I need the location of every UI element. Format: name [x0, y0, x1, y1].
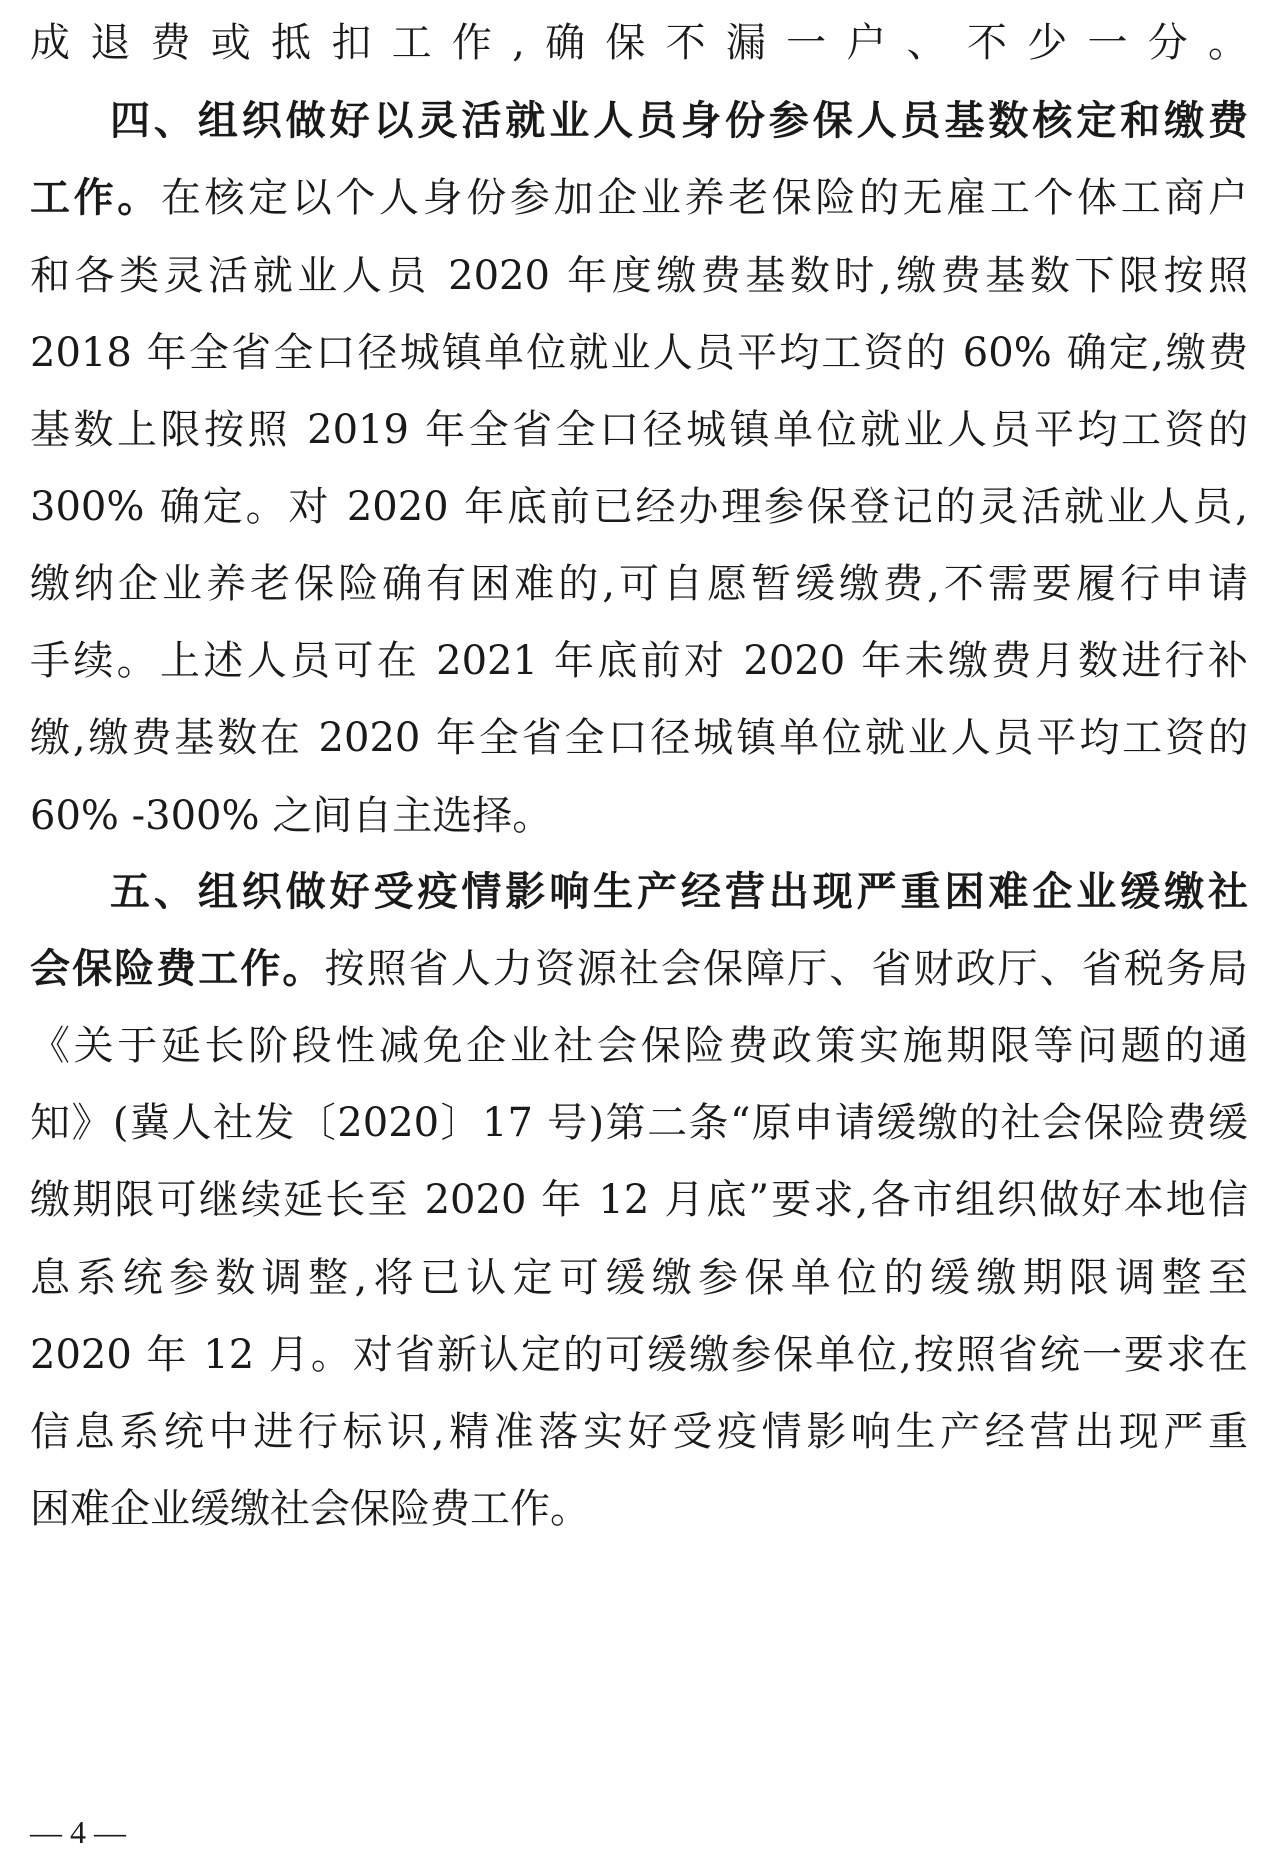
- paragraph-line: 2018 年全省全口径城镇单位就业人员平均工资的 60% 确定,缴费: [30, 330, 1248, 376]
- paragraph-line: 和各类灵活就业人员 2020 年度缴费基数时,缴费基数下限按照: [30, 253, 1248, 299]
- paragraph-line: 缴纳企业养老保险确有困难的,可自愿暂缓缴费,不需要履行申请: [30, 561, 1248, 607]
- paragraph-line: 《关于延长阶段性减免企业社会保险费政策实施期限等问题的通: [30, 1023, 1248, 1069]
- paragraph-line: 成退费或抵扣工作,确保不漏一户、不少一分。: [30, 20, 1248, 66]
- section-heading: 四、组织做好以灵活就业人员身份参保人员基数核定和缴费: [110, 98, 1248, 144]
- paragraph-line: 信息系统中进行标识,精准落实好受疫情影响生产经营出现严重: [30, 1409, 1248, 1455]
- paragraph-line: [30, 168, 1248, 228]
- section-heading: 五、组织做好受疫情影响生产经营出现严重困难企业缓缴社: [110, 869, 1248, 915]
- paragraph-line: 基数上限按照 2019 年全省全口径城镇单位就业人员平均工资的: [30, 407, 1248, 453]
- section-heading-continuation: 工作。: [30, 175, 161, 221]
- paragraph-text: 在核定以个人身份参加企业养老保险的无雇工个体工商户: [160, 175, 1249, 221]
- page-number: — 4 —: [30, 1814, 126, 1850]
- paragraph-line: 2020 年 12 月。对省新认定的可缓缴参保单位,按照省统一要求在: [30, 1332, 1248, 1378]
- paragraph-line: 息系统参数调整,将已认定可缓缴参保单位的缓缴期限调整至: [30, 1255, 1248, 1301]
- paragraph-line: 缴,缴费基数在 2020 年全省全口径城镇单位就业人员平均工资的: [30, 715, 1248, 761]
- paragraph-line: 困难企业缓缴社会保险费工作。: [30, 1486, 590, 1532]
- paragraph-line: 手续。上述人员可在 2021 年底前对 2020 年未缴费月数进行补: [30, 638, 1248, 684]
- paragraph-line: 缴期限可继续延长至 2020 年 12 月底”要求,各市组织做好本地信: [30, 1177, 1248, 1223]
- paragraph-line: [30, 939, 1248, 999]
- section-heading-continuation: 会保险费工作。: [30, 946, 325, 992]
- paragraph-line: 300% 确定。对 2020 年底前已经办理参保登记的灵活就业人员,: [30, 484, 1248, 530]
- paragraph-line: 60% -300% 之间自主选择。: [30, 793, 553, 839]
- paragraph-text: 按照省人力资源社会保障厅、省财政厅、省税务局: [324, 946, 1248, 992]
- paragraph-line: 知》(冀人社发〔2020〕17 号)第二条“原申请缓缴的社会保险费缓: [30, 1100, 1248, 1146]
